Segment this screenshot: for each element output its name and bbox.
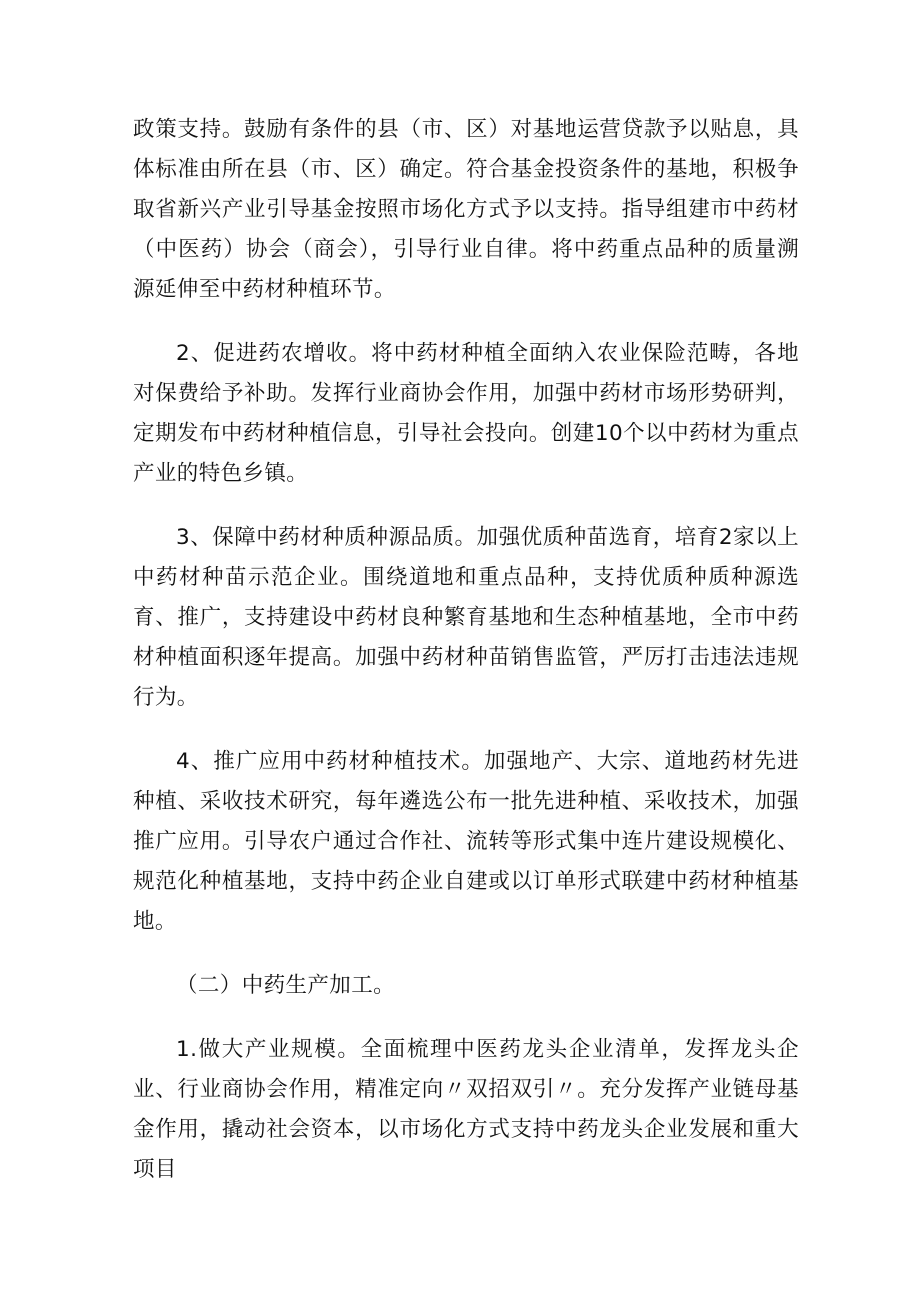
paragraph-seed-quality: 3、保障中药材种质种源品质。加强优质种苗选育，培育2家以上中药材种苗示范企业。围绕道地和重点品种，支持优质种质种源选育、推广，支持建设中药材良种繁育基地和生态种植基地，全市中药材种植面积逐年提高。加强中药材种苗销售监管，严厉打击违法违规行为。 <box>133 525 799 710</box>
paragraph-planting-tech: 4、推广应用中药材种植技术。加强地产、大宗、道地药材先进种植、采收技术研究，每年遴选公布一批先进种植、采收技术，加强推广应用。引导农户通过合作社、流转等形式集中连片建设规模化、规范化种植基地，支持中药企业自建或以订单形式联建中药材种植基地。 <box>133 749 799 934</box>
section-heading-production: （二）中药生产加工。 <box>176 973 396 998</box>
paragraph-policy-support: 政策支持。鼓励有条件的县（市、区）对基地运营贷款予以贴息，具体标准由所在县（市、区）确定。符合基金投资条件的基地，积极争取省新兴产业引导基金按照市场化方式予以支持。指导组建市中药材（中医药）协会（商会），引导行业自律。将中药重点品种的质量溯源延伸至中药材种植环节。 <box>133 117 799 302</box>
paragraph-farmer-income: 2、促进药农增收。将中药材种植全面纳入农业保险范畴，各地对保费给予补助。发挥行业商协会作用，加强中药材市场形势研判，定期发布中药材种植信息，引导社会投向。创建10个以中药材为重点产业的特色乡镇。 <box>133 341 799 486</box>
paragraph-industry-scale: 1.做大产业规模。全面梳理中医药龙头企业清单，发挥龙头企业、行业商协会作用，精准定向〃双招双引〃。充分发挥产业链母基金作用，撬动社会资本，以市场化方式支持中药龙头企业发展和重大项目 <box>133 1037 799 1182</box>
document-body <box>133 110 799 1190</box>
